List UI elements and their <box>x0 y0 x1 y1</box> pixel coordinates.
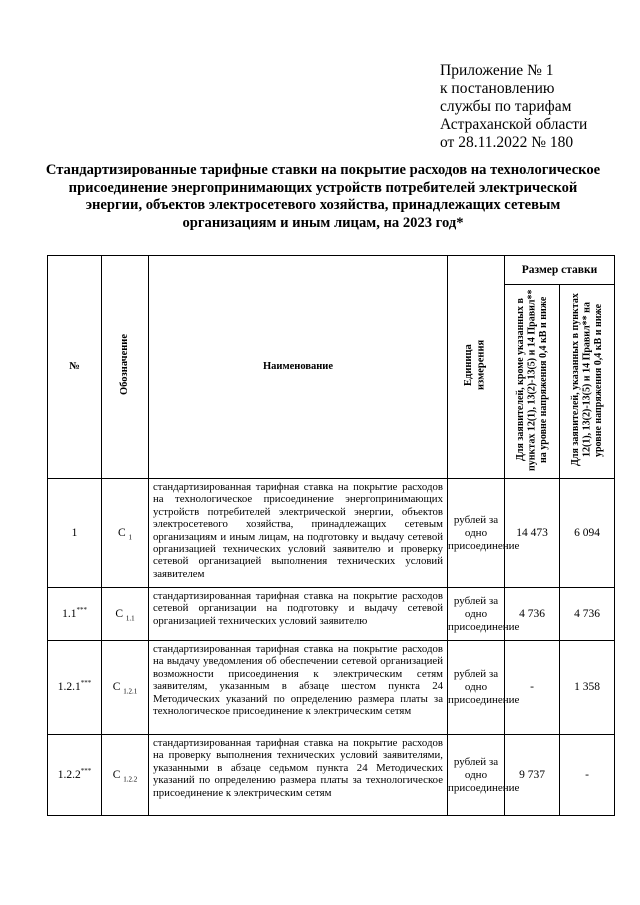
table-row <box>48 479 615 588</box>
row-number: 1.1*** <box>48 588 102 641</box>
header-designation <box>102 256 149 479</box>
document-title: Стандартизированные тарифные ставки на покрытие расходов на технологическое присоединение энергопринимающих устройств потребителей электрической энергии, объектов электросетевого хозяйства, принадлежащих сетевым организациям и иным лицам, на 2023 год* <box>45 162 601 231</box>
appendix-line: Приложение № 1 <box>440 62 554 79</box>
header-col-b <box>560 285 615 479</box>
row-code: C $_1$ <box>102 479 149 588</box>
row-code: C $_{1.2.1}$ <box>102 641 149 735</box>
row-value-a: 14 473 <box>505 479 560 588</box>
row-code: C $_{1.1}$ <box>102 588 149 641</box>
header-number: № <box>48 256 102 479</box>
appendix-line: Астраханской области <box>440 116 588 133</box>
row-value-a: 9 737 <box>505 735 560 816</box>
row-number: 1.2.2*** <box>48 735 102 816</box>
row-value-b: 6 094 <box>560 479 615 588</box>
row-unit: рублей за одно присоединение <box>448 479 505 588</box>
row-code: C $_{1.2.2}$ <box>102 735 149 816</box>
tariff-table <box>47 255 615 816</box>
row-value-a: - <box>505 641 560 735</box>
table-header-row <box>48 256 615 285</box>
appendix-line: службы по тарифам <box>440 98 572 115</box>
row-value-b: 1 358 <box>560 641 615 735</box>
header-designation-label: Обозначение <box>118 334 130 396</box>
appendix-block <box>440 62 630 152</box>
header-col-a-label: Для заявителей, кроме указанных в пунктах 12(1), 13(2)-13(5) и 14 Правил** на уровне напряжения 0,4 кВ и ниже <box>514 288 549 471</box>
header-col-b-label: Для заявителей, указанных в пунктах 12(1), 13(2)-13(5) и 14 Правил** на уровне напряжения 0,4 кВ и ниже <box>569 293 604 467</box>
appendix-line: к постановлению <box>440 80 555 97</box>
row-name: стандартизированная тарифная ставка на покрытие расходов на технологическое присоединение энергопринимающих устройств потребителей электрической энергии, объектов электросетевого хозяйства, принадлежащих сетевым организациям и иным лицам, на подготовку и выдачу сетевой организацией технических условий заявителю и проверку сетевой организацией выполнения технических условий заявителем <box>149 479 448 588</box>
appendix-line: от 28.11.2022 № 180 <box>440 134 574 151</box>
row-unit: рублей за одно присоединение <box>448 588 505 641</box>
header-name: Наименование <box>149 256 448 479</box>
header-col-a <box>505 285 560 479</box>
header-unit-label: Единица измерения <box>463 339 487 390</box>
row-name: стандартизированная тарифная ставка на покрытие расходов на проверку выполнения технических условий заявителями, указанными в абзаце седьмом пункта 24 Методических указаний по определению размера платы за технологическое присоединение к электрическим сетям <box>149 735 448 816</box>
row-name: стандартизированная тарифная ставка на покрытие расходов сетевой организации на подготовку и выдачу сетевой организацией технических условий заявителю <box>149 588 448 641</box>
row-value-b: 4 736 <box>560 588 615 641</box>
row-unit: рублей за одно присоединение <box>448 641 505 735</box>
header-rate-group: Размер ставки <box>505 256 615 285</box>
row-value-a: 4 736 <box>505 588 560 641</box>
row-value-b: - <box>560 735 615 816</box>
row-number: 1.2.1*** <box>48 641 102 735</box>
table-row <box>48 588 615 641</box>
header-unit <box>448 256 505 479</box>
table-row <box>48 641 615 735</box>
table-row <box>48 735 615 816</box>
row-number: 1 <box>48 479 102 588</box>
row-unit: рублей за одно присоединение <box>448 735 505 816</box>
row-name: стандартизированная тарифная ставка на покрытие расходов на выдачу уведомления об обеспечении сетевой организацией возможности присоединения к электрическим сетям заявителям, указанным в абзаце шестом пункта 24 Методических указаний по определению размера платы за технологическое присоединение к электрическим сетям <box>149 641 448 735</box>
